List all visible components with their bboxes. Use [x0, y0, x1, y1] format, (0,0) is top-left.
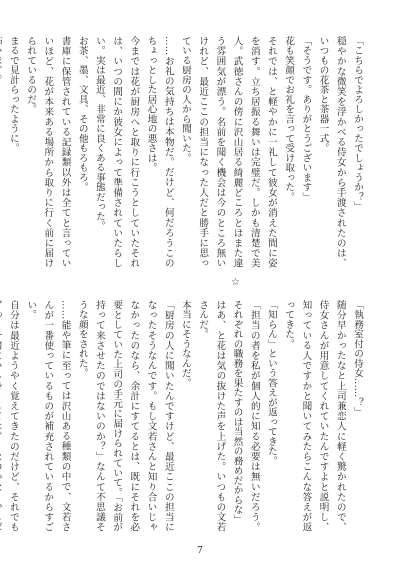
paragraph: 穏やかな微笑を浮かべる侍女から手渡されたのは、いつもの花茶と茶器一式。	[317, 36, 346, 268]
paragraph: 本当にそうなんだ。	[179, 300, 191, 388]
paragraph: まるで見計らったように。	[7, 36, 19, 153]
paragraph: 「そうです。ありがとうございます」	[300, 36, 312, 202]
paragraph: はあ、と花は気の抜けた声を上げた。いつもの文若さんだ。	[197, 300, 226, 532]
paragraph: 書庫に保管されている記録類以外は全てと言っていいほど、花が本来ある場所から取りに行く前に届けられているのだ。	[25, 36, 71, 268]
paragraph: 「厨房の人に聞いたんですけど、最近ここの担当になったそうなんです。もし文若さんと知り合いじゃなかったのなら、余計にすてるとは、既にそれを必要としていた上司の手元に届けられていて。「お前が持って来させたのではないのか？」なんて不思議そうな顔をされた。	[76, 300, 174, 532]
text-block-top	[7, 36, 366, 268]
paragraph: 「知らん」という答えが返ってきた。	[265, 300, 277, 466]
paragraph: ……お礼の気持ちは本物だ。だけど、何だろうこのちょっとした居心地の悪さは。	[145, 36, 174, 268]
paragraph: 「執務室付の侍女……？」	[352, 300, 363, 417]
paragraph: それでは、と軽やかに一礼して彼女が消えた間に姿を消す。立ち居振る舞いは完璧だ。しかも清楚で美人。武徳さんの傍に沢山居る綺麗どころとはまた違う雰囲気が漂う。名前を聞く機会は今のところ無いけれど、最近ここの担当になった人だと勝手に思っている厨房の人から聞いた。	[179, 36, 277, 268]
paragraph: 随分早かったなと上司兼恋人に軽く驚かれたので、侍女さんが用意してくれていたんですよと説明し、知っている人ですかと聞いてみたらこんな答えが返ってきた。	[283, 300, 346, 532]
page-number: 7	[197, 546, 203, 556]
paragraph: 花も笑顔でお礼を言って受け取った。	[283, 36, 295, 202]
paragraph: 「こちらでよろしかったでしょうか？」	[352, 36, 363, 212]
paragraph: 今までは花が厨房へと取りに行こうとしていたそれは、いつの間にか彼女によって準備されていたらしい。実は最近、非常に良くある事態だった。	[93, 36, 140, 268]
paragraph: ……能や筆に至っては沢山ある種類の中で、文若さんが一番使っているものが補充されているからすごい。	[25, 300, 71, 532]
scene-break-star-icon: ☆	[231, 277, 240, 288]
text-block-bottom	[7, 300, 366, 532]
paragraph: 自分は最近ようやく覚えてきたのだけど、それでも	[7, 300, 19, 532]
paragraph: お茶、墨、文具、その他もろもろ。	[76, 36, 88, 192]
paragraph: 「担当の者を私が個人的に知る必要は無いだろう。それぞれの職務を果たすのは当然の務めだからな」	[231, 300, 260, 532]
